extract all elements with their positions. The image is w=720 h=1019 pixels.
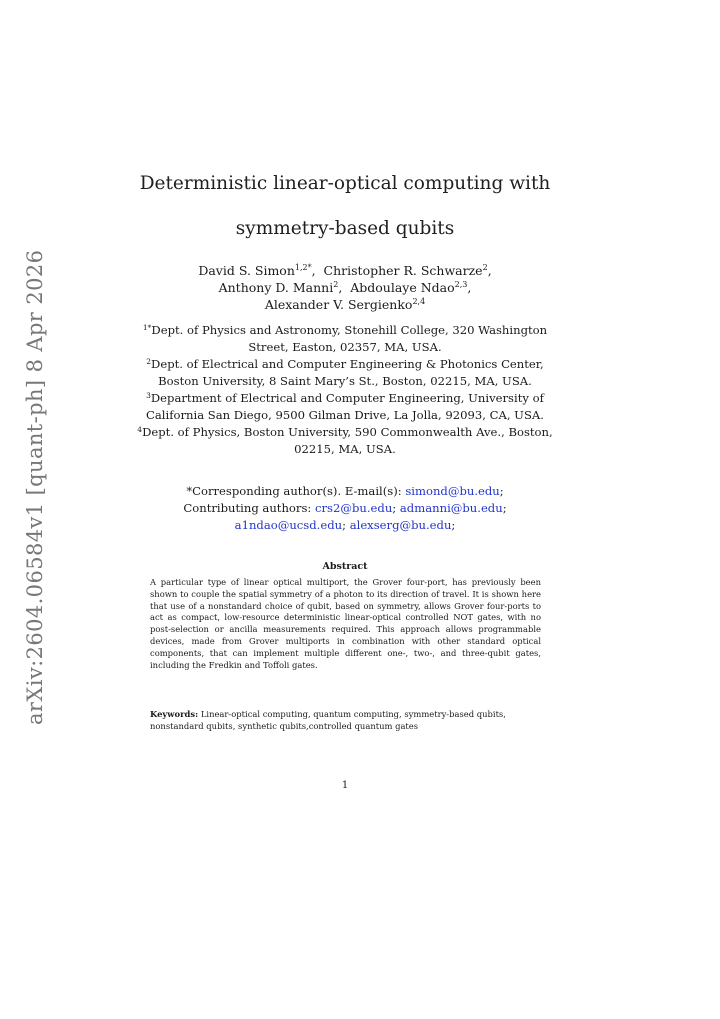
- affiliation-mark: 2: [146, 357, 152, 366]
- page-number: 1: [341, 780, 349, 791]
- abstract-text: A particular type of linear optical multiport, the Grover four-port, has previously been shown to couple the spatial symmetry of a photon to its direction of travel. It is shown here that use of a nonstandard choice of qubit, based on symmetry, allows Grover four-ports to act as compact, low-resource deterministic linear-optical controlled NOT gates, with no post-selection or ancilla measurements required. This approach allows programmable devices, made from Grover multiports in combination with other standard optical components, that can implement multiple different one-, two-, and three-qubit gates, including the Fredkin and Toffoli gates.: [150, 577, 541, 670]
- corresponding-label: *Corresponding author(s). E-mail(s):: [186, 484, 402, 498]
- affiliation-line: Department of Electrical and Computer Engineering, University of: [150, 391, 544, 405]
- contact-block: [130, 483, 560, 534]
- affiliation-mark: 1*: [142, 323, 152, 332]
- paper-title-line-2: symmetry-based qubits: [235, 218, 455, 239]
- contributing-label: Contributing authors:: [183, 501, 312, 515]
- affiliation-line: Dept. of Physics and Astronomy, Stonehill College, 320 Washington: [151, 323, 548, 337]
- affiliation-mark: 3: [146, 391, 151, 400]
- keywords-text: Linear-optical computing, quantum computing, symmetry-based qubits, nonstandard qubits, synthetic qubits,controlled quantum gates: [150, 709, 506, 731]
- author-name: Christopher R. Schwarze: [323, 263, 483, 278]
- contributing-authors-line-2: a1ndao@ucsd.edu; alexserg@bu.edu;: [234, 518, 456, 532]
- author-name: Abdoulaye Ndao: [350, 280, 455, 295]
- author-name: Anthony D. Manni: [218, 280, 334, 295]
- affiliation-1: [120, 322, 570, 356]
- author-affiliation-mark: 1,2*: [294, 263, 312, 272]
- email-link[interactable]: a1ndao@ucsd.edu: [234, 518, 343, 532]
- author-list: [130, 262, 560, 313]
- author-line-2: Anthony D. Manni$^2$, Abdoulaye Ndao$^{2,3}$,: [218, 280, 472, 295]
- keywords-label: Keywords:: [150, 709, 199, 719]
- keywords: [150, 709, 541, 733]
- email-link[interactable]: crs2@bu.edu: [315, 501, 393, 515]
- abstract-heading: Abstract: [322, 561, 368, 572]
- affiliation-3: [120, 390, 570, 424]
- affiliation-4: [120, 424, 570, 458]
- email-link[interactable]: alexserg@bu.edu: [349, 518, 452, 532]
- affiliation-line: Boston University, 8 Saint Mary’s St., Boston, 02215, MA, USA.: [158, 374, 532, 388]
- author-affiliation-mark: 2: [482, 263, 488, 272]
- author-affiliation-mark: 2: [333, 280, 339, 289]
- corresponding-author-line: *Corresponding author(s). E-mail(s): simond@bu.edu;: [186, 484, 504, 498]
- email-link[interactable]: admanni@bu.edu: [399, 501, 503, 515]
- paper-title-line-1: Deterministic linear-optical computing with: [139, 173, 551, 194]
- author-name: Alexander V. Sergienko: [264, 297, 413, 312]
- author-line-1: David S. Simon$^{1,2*}$, Christopher R. Schwarze$^2$,: [198, 263, 492, 278]
- affiliation-line: California San Diego, 9500 Gilman Drive, La Jolla, 92093, CA, USA.: [146, 408, 544, 422]
- arxiv-stamp: arXiv:2604.06584v1 [quant-ph] 8 Apr 2026: [23, 249, 47, 725]
- contributing-authors-line: Contributing authors: crs2@bu.edu; admanni@bu.edu;: [183, 501, 507, 515]
- affiliation-mark: 4: [137, 425, 143, 434]
- affiliation-line: Dept. of Electrical and Computer Engineering & Photonics Center,: [151, 357, 544, 371]
- affiliation-2: [120, 356, 570, 390]
- author-line-3: [130, 296, 560, 313]
- affiliation-line: Street, Easton, 02357, MA, USA.: [248, 340, 442, 354]
- email-link[interactable]: simond@bu.edu: [405, 484, 500, 498]
- affiliation-line: Dept. of Physics, Boston University, 590 Commonwealth Ave., Boston,: [142, 425, 553, 439]
- affiliation-list: [120, 322, 570, 458]
- author-affiliation-mark: 2,3: [454, 280, 468, 289]
- affiliation-line: 02215, MA, USA.: [294, 442, 396, 456]
- author-affiliation-mark: 2,4: [412, 297, 426, 306]
- author-name: David S. Simon: [198, 263, 295, 278]
